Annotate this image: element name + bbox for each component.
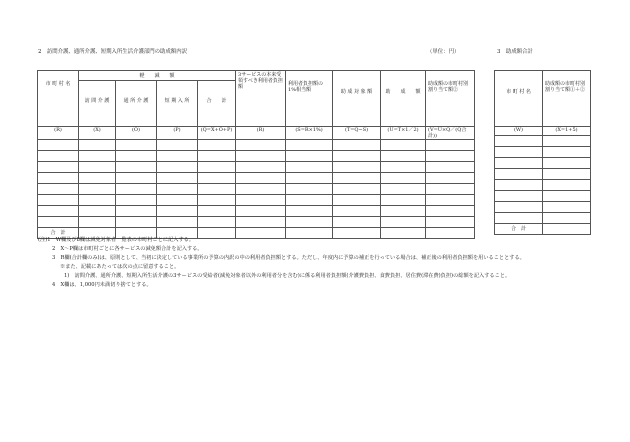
- total-cell[interactable]: [198, 228, 236, 239]
- note-3b: 1) 訪問介護、通所介護、短期入所生活介護の3サービスの受給者(減免対象者以外の利用者分を含む)に係る利用者負担額(介護費負担、食費負担、居住費(滞在費)負担)の総額を記入すること。: [64, 273, 511, 279]
- table-row: [495, 136, 591, 147]
- s3-header-municipality: 市 町 村 名: [495, 71, 543, 127]
- data-cell[interactable]: [333, 151, 381, 162]
- s3-total-cell[interactable]: [543, 224, 591, 235]
- data-cell[interactable]: [198, 206, 236, 217]
- data-cell[interactable]: [495, 158, 543, 169]
- note-4: 4 X欄は、1,000円未満切り捨てとする。: [52, 282, 152, 288]
- data-cell[interactable]: [286, 206, 333, 217]
- data-cell[interactable]: [79, 151, 116, 162]
- data-cell[interactable]: [38, 140, 79, 151]
- data-cell[interactable]: [38, 206, 79, 217]
- data-cell[interactable]: [426, 151, 475, 162]
- s3-total-label: 合 計: [495, 224, 543, 235]
- data-cell[interactable]: [157, 206, 198, 217]
- data-cell[interactable]: [286, 173, 333, 184]
- header-short-stay: 短 期 入 所: [157, 81, 198, 127]
- data-cell[interactable]: [543, 202, 591, 213]
- s3-code-allocation: (X=1+5): [543, 127, 591, 136]
- data-cell[interactable]: [333, 184, 381, 195]
- data-cell[interactable]: [236, 184, 286, 195]
- data-cell[interactable]: [198, 195, 236, 206]
- section3-table: [494, 70, 591, 235]
- data-cell[interactable]: [381, 162, 426, 173]
- data-cell[interactable]: [286, 184, 333, 195]
- data-cell[interactable]: [198, 173, 236, 184]
- total-cell[interactable]: [426, 228, 475, 239]
- code-municipality: (R): [38, 127, 79, 140]
- data-cell[interactable]: [426, 173, 475, 184]
- code-self-pay: (R): [236, 127, 286, 140]
- data-cell[interactable]: [79, 173, 116, 184]
- header-municipality: 市 町 村 名: [38, 71, 79, 127]
- data-cell[interactable]: [381, 217, 426, 228]
- data-cell[interactable]: [333, 195, 381, 206]
- data-cell[interactable]: [381, 140, 426, 151]
- table-row: [38, 195, 475, 206]
- section3-title: 3 助成額合計: [497, 49, 533, 55]
- data-cell[interactable]: [543, 158, 591, 169]
- code-home-visit: (X): [79, 127, 116, 140]
- data-cell[interactable]: [79, 184, 116, 195]
- data-cell[interactable]: [426, 195, 475, 206]
- data-cell[interactable]: [381, 184, 426, 195]
- data-cell[interactable]: [198, 184, 236, 195]
- data-cell[interactable]: [116, 173, 157, 184]
- table-row: [38, 217, 475, 228]
- data-cell[interactable]: [38, 217, 79, 228]
- unit-label: （単位：円）: [427, 49, 460, 55]
- total-cell[interactable]: [286, 228, 333, 239]
- data-cell[interactable]: [38, 151, 79, 162]
- header-allocation: 助成額の市町村別割り当て額②: [426, 71, 475, 127]
- data-cell[interactable]: [116, 140, 157, 151]
- header-subsidy-target: 助 成 対 象 額: [333, 71, 381, 127]
- note-1: (注)1 W欄及び8欄は減免対象者一覧表の市町村ごとに記入する。: [38, 237, 195, 243]
- data-cell[interactable]: [426, 140, 475, 151]
- data-cell[interactable]: [157, 217, 198, 228]
- section2-title: 2 訪問介護、通所介護、短期入所生活介護部門の助成額内訳: [38, 49, 187, 55]
- data-cell[interactable]: [236, 151, 286, 162]
- data-cell[interactable]: [426, 217, 475, 228]
- data-cell[interactable]: [543, 147, 591, 158]
- data-cell[interactable]: [426, 184, 475, 195]
- data-cell[interactable]: [38, 162, 79, 173]
- table-row: [495, 191, 591, 202]
- table-row: [38, 206, 475, 217]
- data-cell[interactable]: [333, 173, 381, 184]
- code-subsidy-target: (T=Q−S): [333, 127, 381, 140]
- data-cell[interactable]: [157, 184, 198, 195]
- data-cell[interactable]: [495, 191, 543, 202]
- data-cell[interactable]: [38, 173, 79, 184]
- data-cell[interactable]: [495, 202, 543, 213]
- data-cell[interactable]: [543, 136, 591, 147]
- code-one-percent: (S=R×1%): [286, 127, 333, 140]
- note-2: 2 X〜P欄は市町村ごとに各サービスの減免額合計を記入する。: [52, 246, 203, 252]
- header-sum: 合 計: [198, 81, 236, 127]
- data-cell[interactable]: [79, 140, 116, 151]
- table-row: [38, 173, 475, 184]
- data-cell[interactable]: [286, 140, 333, 151]
- data-cell[interactable]: [198, 140, 236, 151]
- data-cell[interactable]: [236, 206, 286, 217]
- data-cell[interactable]: [495, 136, 543, 147]
- data-cell[interactable]: [198, 217, 236, 228]
- data-cell[interactable]: [198, 162, 236, 173]
- data-cell[interactable]: [543, 180, 591, 191]
- data-cell[interactable]: [543, 191, 591, 202]
- data-cell[interactable]: [381, 173, 426, 184]
- header-home-visit: 訪 問 介 護: [79, 81, 116, 127]
- data-cell[interactable]: [426, 162, 475, 173]
- s3-header-allocation: 助成額の市町村別割り当て額①＋②: [543, 71, 591, 127]
- code-subsidy: (U=T×1／2): [381, 127, 426, 140]
- data-cell[interactable]: [116, 206, 157, 217]
- section3-body: [495, 136, 591, 224]
- data-cell[interactable]: [79, 162, 116, 173]
- data-cell[interactable]: [116, 162, 157, 173]
- data-cell[interactable]: [426, 206, 475, 217]
- data-cell[interactable]: [381, 206, 426, 217]
- code-allocation: (V=U×Q／(Q合計)): [426, 127, 475, 140]
- total-cell[interactable]: [381, 228, 426, 239]
- data-cell[interactable]: [157, 162, 198, 173]
- data-cell[interactable]: [38, 195, 79, 206]
- note-3a: ※また、記載にあたっては次の点に留意すること。: [60, 264, 180, 270]
- data-cell[interactable]: [116, 184, 157, 195]
- data-cell[interactable]: [333, 206, 381, 217]
- data-cell[interactable]: [157, 140, 198, 151]
- data-cell[interactable]: [286, 195, 333, 206]
- data-cell[interactable]: [157, 151, 198, 162]
- data-cell[interactable]: [79, 217, 116, 228]
- header-one-percent: 利用者負担額の1%相当額: [286, 71, 333, 127]
- data-cell[interactable]: [286, 151, 333, 162]
- data-cell[interactable]: [198, 151, 236, 162]
- data-cell[interactable]: [79, 206, 116, 217]
- header-self-pay: 3サービスの本来受領すべき利用者負担額: [236, 71, 286, 127]
- data-cell[interactable]: [495, 213, 543, 224]
- total-label: 合 計: [38, 228, 79, 239]
- table-row: [38, 151, 475, 162]
- total-cell[interactable]: [236, 228, 286, 239]
- section2-table: [37, 70, 475, 239]
- table-row: [495, 147, 591, 158]
- data-cell[interactable]: [495, 169, 543, 180]
- data-cell[interactable]: [157, 173, 198, 184]
- table-row: [38, 162, 475, 173]
- total-cell[interactable]: [333, 228, 381, 239]
- section2-body: [38, 140, 475, 228]
- data-cell[interactable]: [543, 213, 591, 224]
- code-sum: (Q=X+O+P): [198, 127, 236, 140]
- code-short-stay: (P): [157, 127, 198, 140]
- header-day-service: 通 所 介 護: [116, 81, 157, 127]
- data-cell[interactable]: [236, 140, 286, 151]
- data-cell[interactable]: [333, 140, 381, 151]
- code-day-service: (O): [116, 127, 157, 140]
- data-cell[interactable]: [236, 195, 286, 206]
- s3-code-municipality: (W): [495, 127, 543, 136]
- data-cell[interactable]: [495, 147, 543, 158]
- table-row: [495, 180, 591, 191]
- table-row: [495, 169, 591, 180]
- note-3: 3 R欄(合計欄のみ)は、原則として、当初に決定している事業所の予算の内訳の中の利用者負担額とする。ただし、年度内に予算の補正を行っている場合は、補正後の利用者負担額を用いることとする。: [52, 255, 525, 261]
- table-row: [495, 158, 591, 169]
- data-cell[interactable]: [381, 151, 426, 162]
- data-cell[interactable]: [236, 217, 286, 228]
- data-cell[interactable]: [79, 195, 116, 206]
- data-cell[interactable]: [286, 162, 333, 173]
- header-subsidy: 助 成 額: [381, 71, 426, 127]
- data-cell[interactable]: [116, 195, 157, 206]
- table-row: [495, 202, 591, 213]
- data-cell[interactable]: [381, 195, 426, 206]
- table-row: [495, 213, 591, 224]
- data-cell[interactable]: [116, 151, 157, 162]
- table-row: [38, 184, 475, 195]
- data-cell[interactable]: [116, 217, 157, 228]
- data-cell[interactable]: [495, 180, 543, 191]
- data-cell[interactable]: [286, 217, 333, 228]
- data-cell[interactable]: [236, 173, 286, 184]
- header-reduction: 軽 減 額: [79, 71, 236, 81]
- data-cell[interactable]: [333, 162, 381, 173]
- data-cell[interactable]: [38, 184, 79, 195]
- data-cell[interactable]: [543, 169, 591, 180]
- data-cell[interactable]: [333, 217, 381, 228]
- table-row: [38, 140, 475, 151]
- data-cell[interactable]: [157, 195, 198, 206]
- data-cell[interactable]: [236, 162, 286, 173]
